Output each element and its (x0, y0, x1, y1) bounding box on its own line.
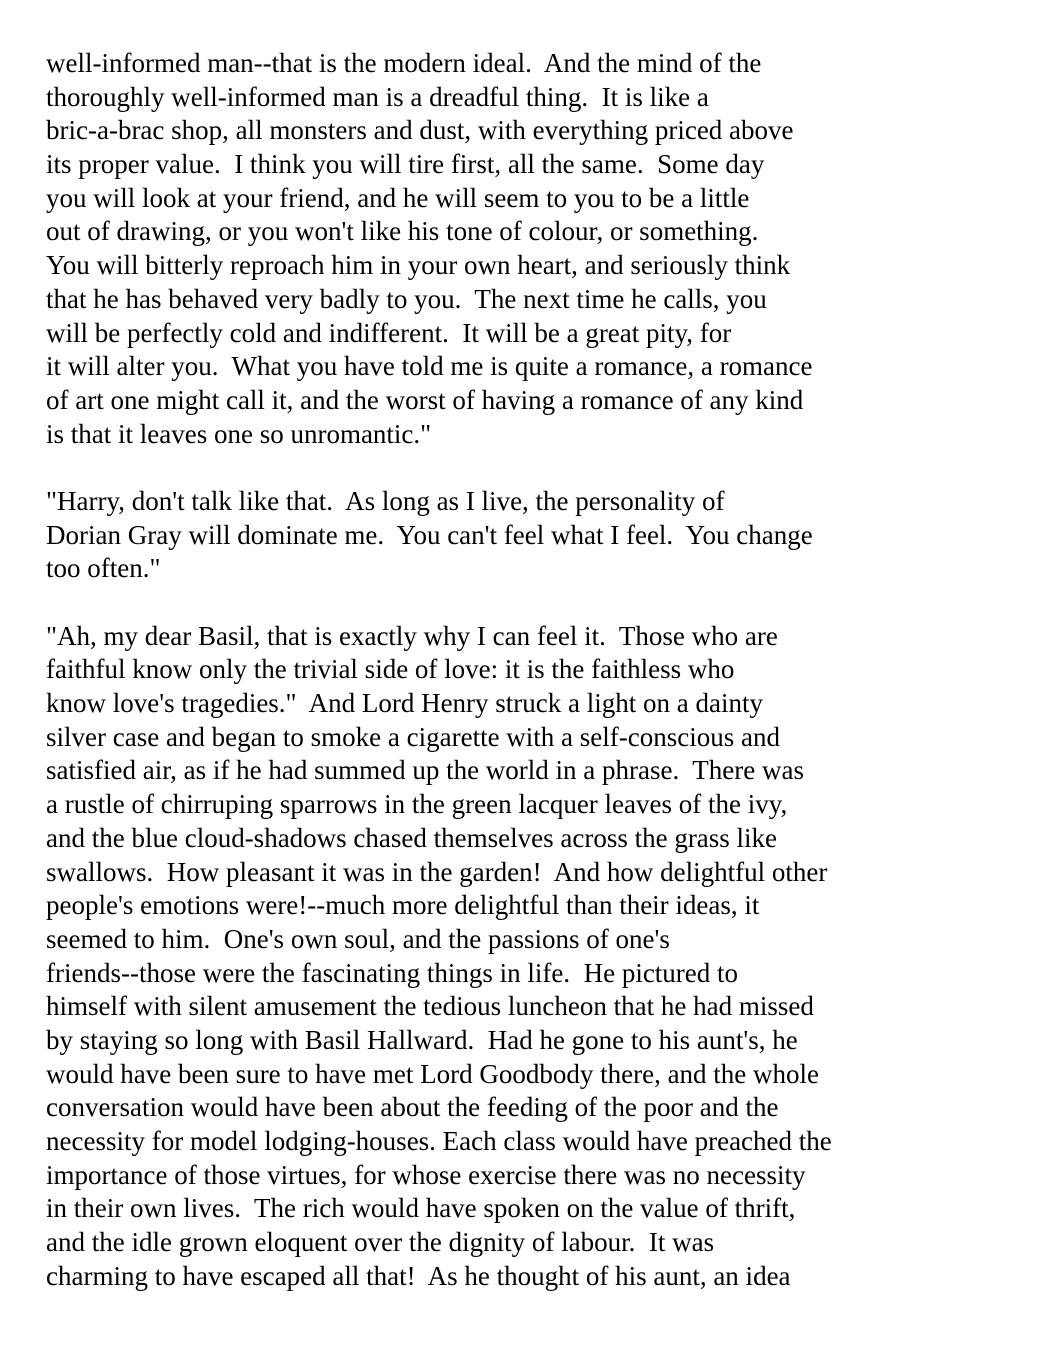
text-line: you will look at your friend, and he will seem to you to be a little (46, 182, 750, 213)
text-line: satisfied air, as if he had summed up the world in a phrase. There was (46, 755, 804, 786)
document-page (46, 47, 1026, 1293)
text-line: a rustle of chirruping sparrows in the green lacquer leaves of the ivy, (46, 789, 788, 820)
text-line: its proper value. I think you will tire first, all the same. Some day (46, 149, 765, 180)
text-line: people's emotions were!--much more delightful than their ideas, it (46, 890, 760, 921)
text-line: by staying so long with Basil Hallward. Had he gone to his aunt's, he (46, 1024, 798, 1055)
text-line: importance of those virtues, for whose exercise there was no necessity (46, 1159, 806, 1190)
text-line: will be perfectly cold and indifferent. It will be a great pity, for (46, 317, 732, 348)
text-line: swallows. How pleasant it was in the garden! And how delightful other (46, 856, 828, 887)
text-line: that he has behaved very badly to you. The next time he calls, you (46, 283, 767, 314)
text-line: too often." (46, 553, 161, 584)
text-line: "Harry, don't talk like that. As long as I live, the personality of (46, 485, 725, 516)
text-line: Dorian Gray will dominate me. You can't feel what I feel. You change (46, 519, 813, 550)
text-line: "Ah, my dear Basil, that is exactly why I can feel it. Those who are (46, 620, 778, 651)
paragraph-gap (46, 586, 1026, 620)
text-line: is that it leaves one so unromantic." (46, 418, 432, 449)
paragraph-3 (46, 620, 1026, 1294)
text-line: bric-a-brac shop, all monsters and dust, with everything priced above (46, 115, 794, 146)
text-line: thoroughly well-informed man is a dreadful thing. It is like a (46, 81, 709, 112)
text-line: friends--those were the fascinating things in life. He pictured to (46, 957, 739, 988)
text-line: it will alter you. What you have told me is quite a romance, a romance (46, 351, 813, 382)
paragraph-gap (46, 451, 1026, 485)
text-line: of art one might call it, and the worst of having a romance of any kind (46, 384, 804, 415)
text-line: know love's tragedies." And Lord Henry struck a light on a dainty (46, 688, 763, 719)
paragraph-1 (46, 47, 1026, 451)
text-line: and the idle grown eloquent over the dignity of labour. It was (46, 1227, 715, 1258)
text-line: would have been sure to have met Lord Goodbody there, and the whole (46, 1058, 820, 1089)
text-line: seemed to him. One's own soul, and the passions of one's (46, 923, 670, 954)
text-line: himself with silent amusement the tedious luncheon that he had missed (46, 991, 814, 1022)
text-line: necessity for model lodging-houses. Each class would have preached the (46, 1126, 832, 1156)
text-line: charming to have escaped all that! As he thought of his aunt, an idea (46, 1260, 791, 1291)
text-line: and the blue cloud-shadows chased themselves across the grass like (46, 822, 778, 853)
text-line: in their own lives. The rich would have spoken on the value of thrift, (46, 1193, 796, 1224)
text-line: silver case and began to smoke a cigarette with a self-conscious and (46, 721, 780, 752)
paragraph-2 (46, 485, 1026, 586)
text-line: You will bitterly reproach him in your own heart, and seriously think (46, 250, 791, 281)
text-line: out of drawing, or you won't like his tone of colour, or something. (46, 216, 759, 247)
text-line: well-informed man--that is the modern ideal. And the mind of the (46, 48, 762, 78)
text-line: conversation would have been about the feeding of the poor and the (46, 1092, 779, 1123)
text-line: faithful know only the trivial side of love: it is the faithless who (46, 654, 735, 685)
